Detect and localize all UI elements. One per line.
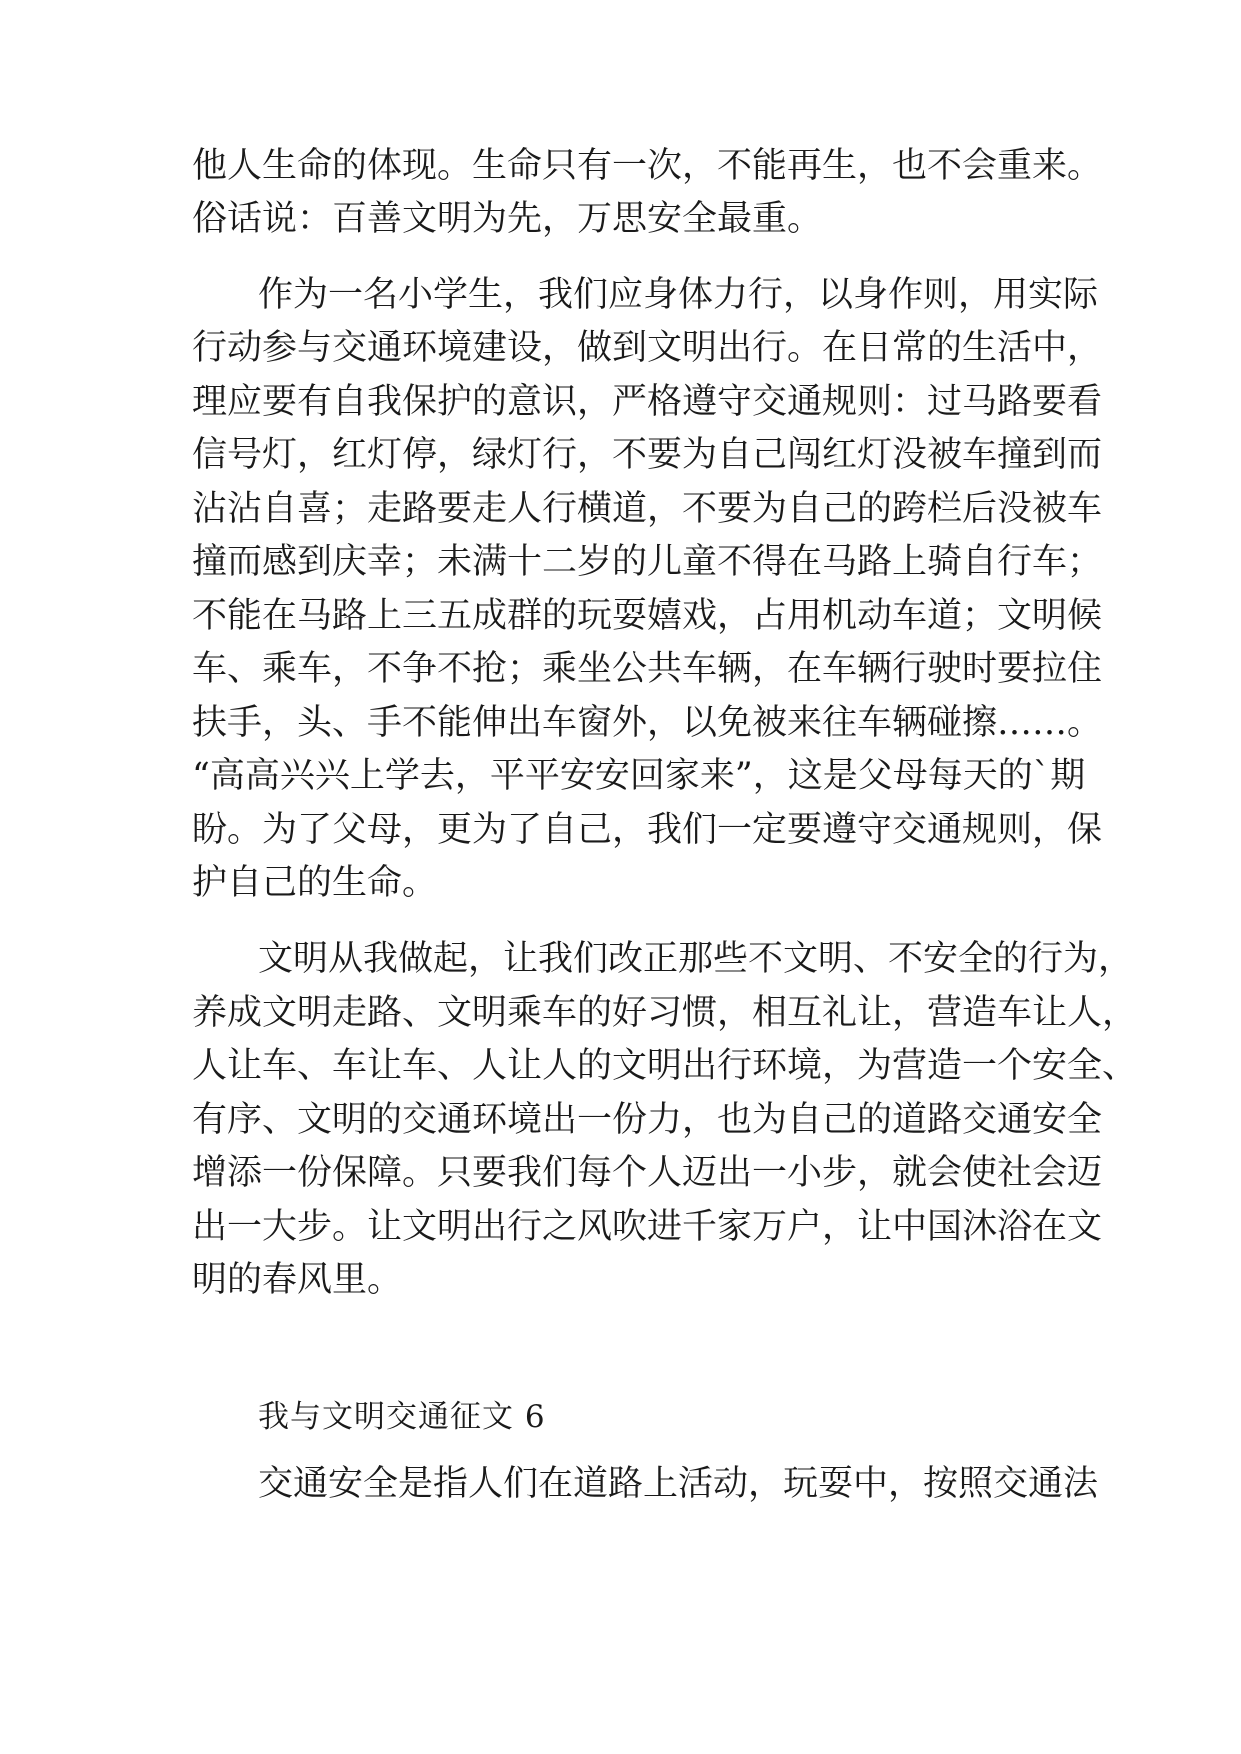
- paragraph-3-line-6: 出一大步。让文明出行之风吹进千家万户，让中国沐浴在文: [192, 1207, 1103, 1247]
- paragraph-2-line-9: 扶手，头、手不能伸出车窗外，以免被来往车辆碰擦……。: [192, 703, 1103, 743]
- paragraph-3-line-1: 文明从我做起，让我们改正那些不文明、不安全的行为，: [258, 939, 1134, 979]
- paragraph-3-line-3: 人让车、车让车、人让人的文明出行环境，为营造一个安全、: [192, 1046, 1138, 1086]
- paragraph-2-line-4: 信号灯，红灯停，绿灯行，不要为自己闯红灯没被车撞到而: [192, 435, 1103, 475]
- paragraph-2-line-10: “高高兴兴上学去，平平安安回家来”，这是父母每天的`期: [192, 756, 1086, 796]
- section-heading: 我与文明交通征文 6: [258, 1399, 546, 1435]
- paragraph-3-line-7: 明的春风里。: [192, 1260, 403, 1300]
- paragraph-2-line-1: 作为一名小学生，我们应身体力行，以身作则，用实际: [258, 275, 1099, 315]
- paragraph-3-line-5: 增添一份保障。只要我们每个人迈出一小步，就会使社会迈: [192, 1153, 1103, 1193]
- paragraph-1-line-1: 他人生命的体现。生命只有一次，不能再生，也不会重来。: [192, 146, 1103, 186]
- paragraph-2-line-5: 沾沾自喜；走路要走人行横道，不要为自己的跨栏后没被车: [192, 489, 1103, 529]
- paragraph-2-line-12: 护自己的生命。: [192, 863, 438, 903]
- paragraph-2-line-8: 车、乘车，不争不抢；乘坐公共车辆，在车辆行驶时要拉住: [192, 649, 1103, 689]
- paragraph-1-line-2: 俗话说：百善文明为先，万思安全最重。: [192, 199, 823, 239]
- paragraph-4-line-1: 交通安全是指人们在道路上活动，玩耍中，按照交通法: [258, 1464, 1099, 1504]
- paragraph-3-line-4: 有序、文明的交通环境出一份力，也为自己的道路交通安全: [192, 1100, 1103, 1140]
- paragraph-2-line-3: 理应要有自我保护的意识，严格遵守交通规则：过马路要看: [192, 382, 1103, 422]
- paragraph-3-line-2: 养成文明走路、文明乘车的好习惯，相互礼让，营造车让人，: [192, 993, 1138, 1033]
- paragraph-2-line-7: 不能在马路上三五成群的玩耍嬉戏，占用机动车道；文明候: [192, 596, 1103, 636]
- paragraph-2-line-2: 行动参与交通环境建设，做到文明出行。在日常的生活中，: [192, 328, 1103, 368]
- paragraph-2-line-6: 撞而感到庆幸；未满十二岁的儿童不得在马路上骑自行车；: [192, 542, 1103, 582]
- paragraph-2-line-11: 盼。为了父母，更为了自己，我们一定要遵守交通规则，保: [192, 810, 1103, 850]
